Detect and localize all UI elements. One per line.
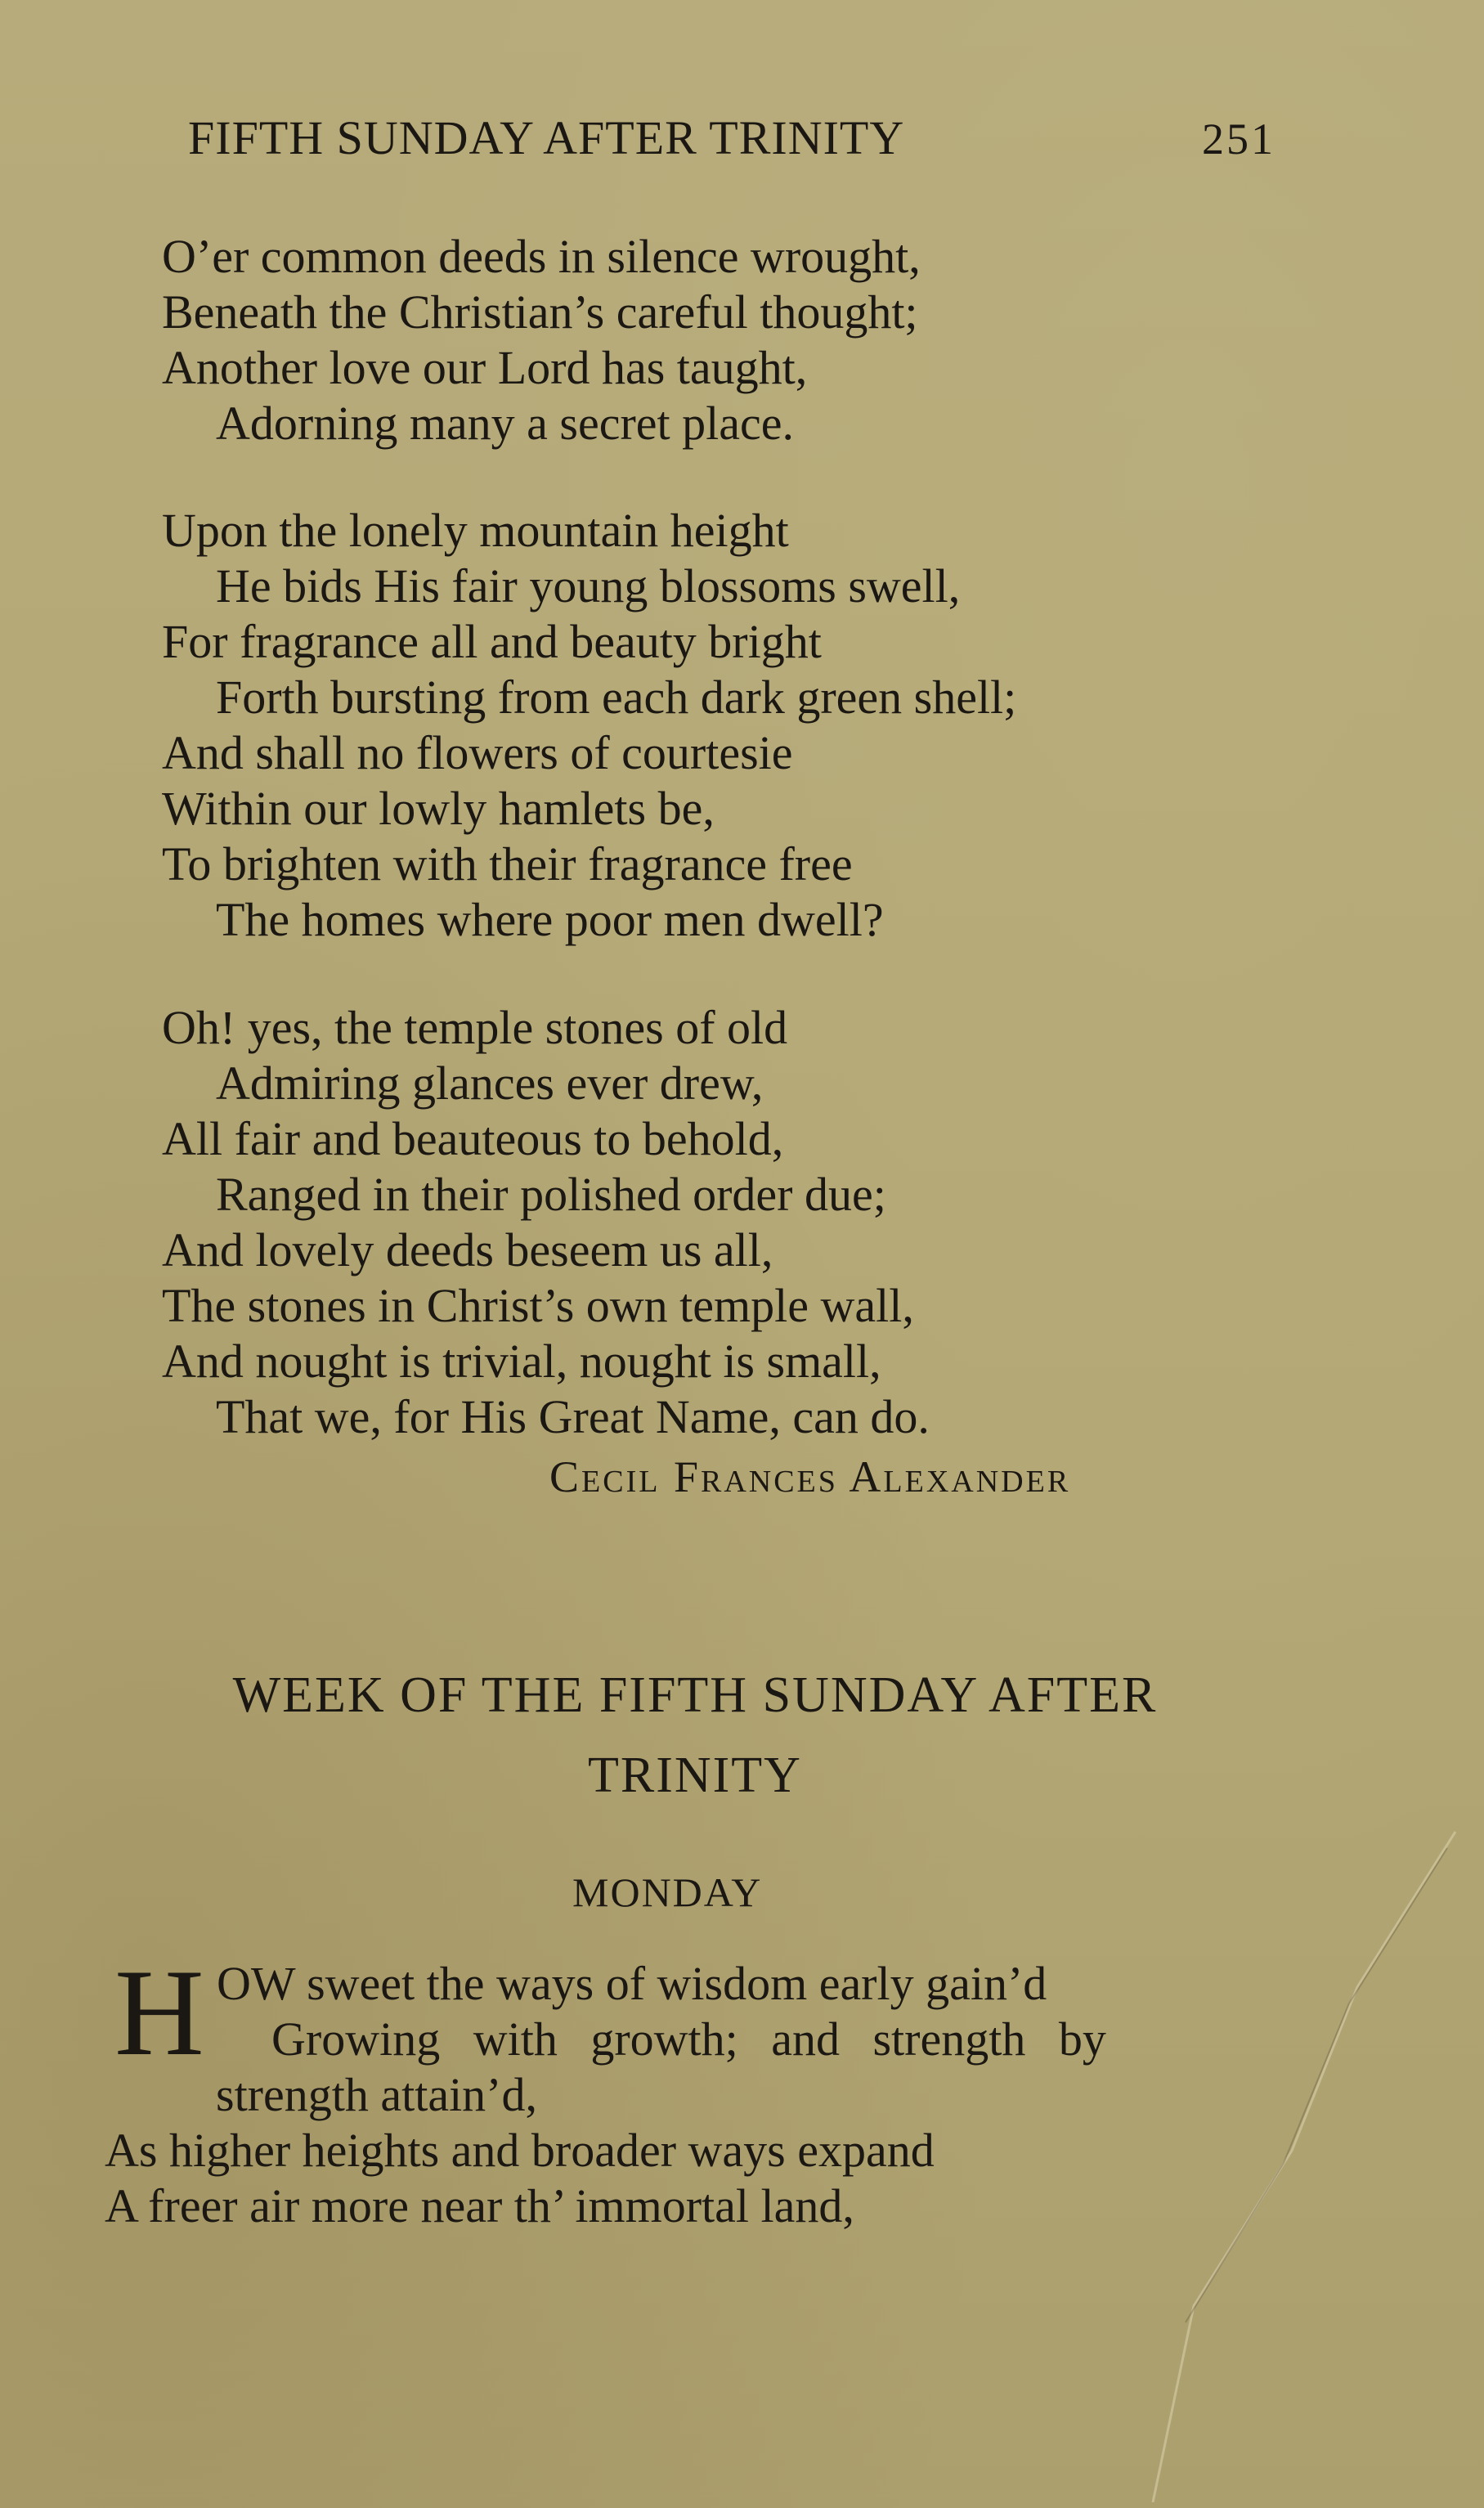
- day-heading: MONDAY: [572, 1869, 763, 1915]
- verse-line: Growing with growth; and strength by: [271, 2012, 1106, 2066]
- poem-line: Oh! yes, the temple stones of old: [162, 1001, 788, 1054]
- running-title: FIFTH SUNDAY AFTER TRINITY: [188, 111, 905, 164]
- page-number: 251: [1202, 114, 1276, 164]
- verse-line: As higher heights and broader ways expand: [105, 2124, 935, 2177]
- poem-line: To brighten with their fragrance free: [162, 837, 853, 891]
- poem-line: And nought is trivial, nought is small,: [162, 1335, 881, 1388]
- verse-line: A freer air more near th’ immortal land,: [105, 2179, 854, 2232]
- verse-line: OW sweet the ways of wisdom early gain’d: [217, 1957, 1047, 2010]
- poem-line: For fragrance all and beauty bright: [162, 615, 822, 668]
- section-title: WEEK OF THE FIFTH SUNDAY AFTER: [232, 1667, 1158, 1723]
- section-title-continued: TRINITY: [588, 1748, 802, 1803]
- poem-line: The stones in Christ’s own temple wall,: [162, 1279, 914, 1332]
- poem-line: Upon the lonely mountain height: [162, 504, 789, 557]
- drop-cap: H: [114, 1944, 204, 2081]
- poem-line: Another love our Lord has taught,: [162, 341, 808, 394]
- poem-line: O’er common deeds in silence wrought,: [162, 230, 921, 283]
- verse-line: strength attain’d,: [216, 2068, 538, 2121]
- running-header: [188, 110, 1276, 176]
- poem-line: All fair and beauteous to behold,: [162, 1112, 784, 1165]
- poem-line: Forth bursting from each dark green shell;: [216, 671, 1017, 724]
- poem-line: The homes where poor men dwell?: [216, 893, 884, 946]
- poem-line: Beneath the Christian’s careful thought;: [162, 285, 918, 339]
- poem-line: Adorning many a secret place.: [216, 397, 794, 450]
- poem-line: Within our lowly hamlets be,: [162, 782, 715, 835]
- poem-line: That we, for His Great Name, can do.: [216, 1390, 930, 1443]
- poem-line: Admiring glances ever drew,: [216, 1057, 764, 1110]
- paper-crease: [1063, 1799, 1472, 2502]
- poem-line: Ranged in their polished order due;: [216, 1168, 886, 1221]
- poem-line: And shall no flowers of courtesie: [162, 726, 793, 779]
- author-attribution: Cecil Frances Alexander: [549, 1452, 1071, 1501]
- poem-line: He bids His fair young blossoms swell,: [216, 559, 961, 612]
- poem-line: And lovely deeds beseem us all,: [162, 1223, 773, 1276]
